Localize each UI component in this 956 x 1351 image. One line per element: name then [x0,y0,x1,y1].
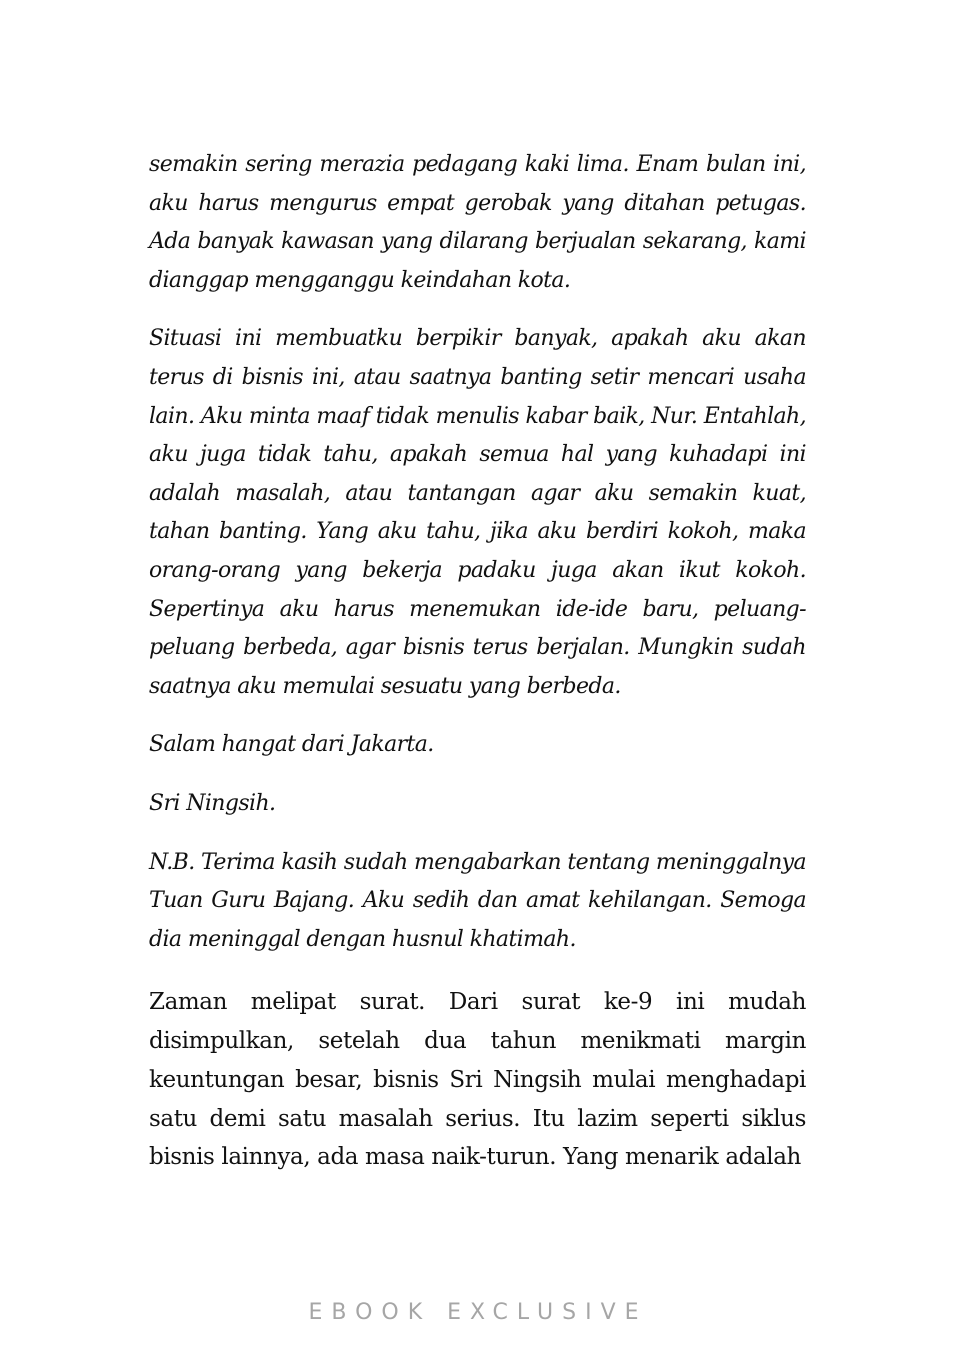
narrative-paragraph: Zaman melipat surat. Dari surat ke-9 ini mudah disimpulkan, setelah dua tahun menikmati margin keuntungan besar, bisnis Sri Ningsih mulai menghadapi satu demi satu masalah serius. Itu lazim seperti siklus bisnis lainnya, ada masa naik-turun. Yang menarik adalah [149,989,806,1171]
letter-signature: Sri Ningsih. [149,790,276,816]
letter-postscript: N.B. Terima kasih sudah mengabarkan tentang meninggalnya Tuan Guru Bajang. Aku sedih dan amat kehilangan. Semoga dia meninggal dengan husnul khatimah. [149,849,806,952]
letter-closing: Salam hangat dari Jakarta. [149,732,434,758]
page-body [149,146,806,1177]
letter-paragraph-2: Situasi ini membuatku berpikir banyak, apakah aku akan terus di bisnis ini, atau saatnya banting setir mencari usaha lain. Aku minta maaf tidak menulis kabar baik, Nur. Entahlah, aku juga tidak tahu, apakah semua hal yang kuhadapi ini adalah masalah, atau tantangan agar aku semakin kuat, tahan banting. Yang aku tahu, jika aku berdiri kokoh, maka orang-orang yang bekerja padaku juga akan ikut kokoh. Sepertinya aku harus menemukan ide-ide baru, peluang-peluang berbeda, agar bisnis terus berjalan. Mungkin sudah saatnya aku memulai sesuatu yang berbeda. [149,326,806,699]
footer-watermark: EBOOK EXCLUSIVE [308,1300,648,1325]
letter-paragraph-1: semakin sering merazia pedagang kaki lima. Enam bulan ini, aku harus mengurus empat gerobak yang ditahan petugas. Ada banyak kawasan yang dilarang berjualan sekarang, kami dianggap mengganggu keindahan kota. [149,152,806,293]
